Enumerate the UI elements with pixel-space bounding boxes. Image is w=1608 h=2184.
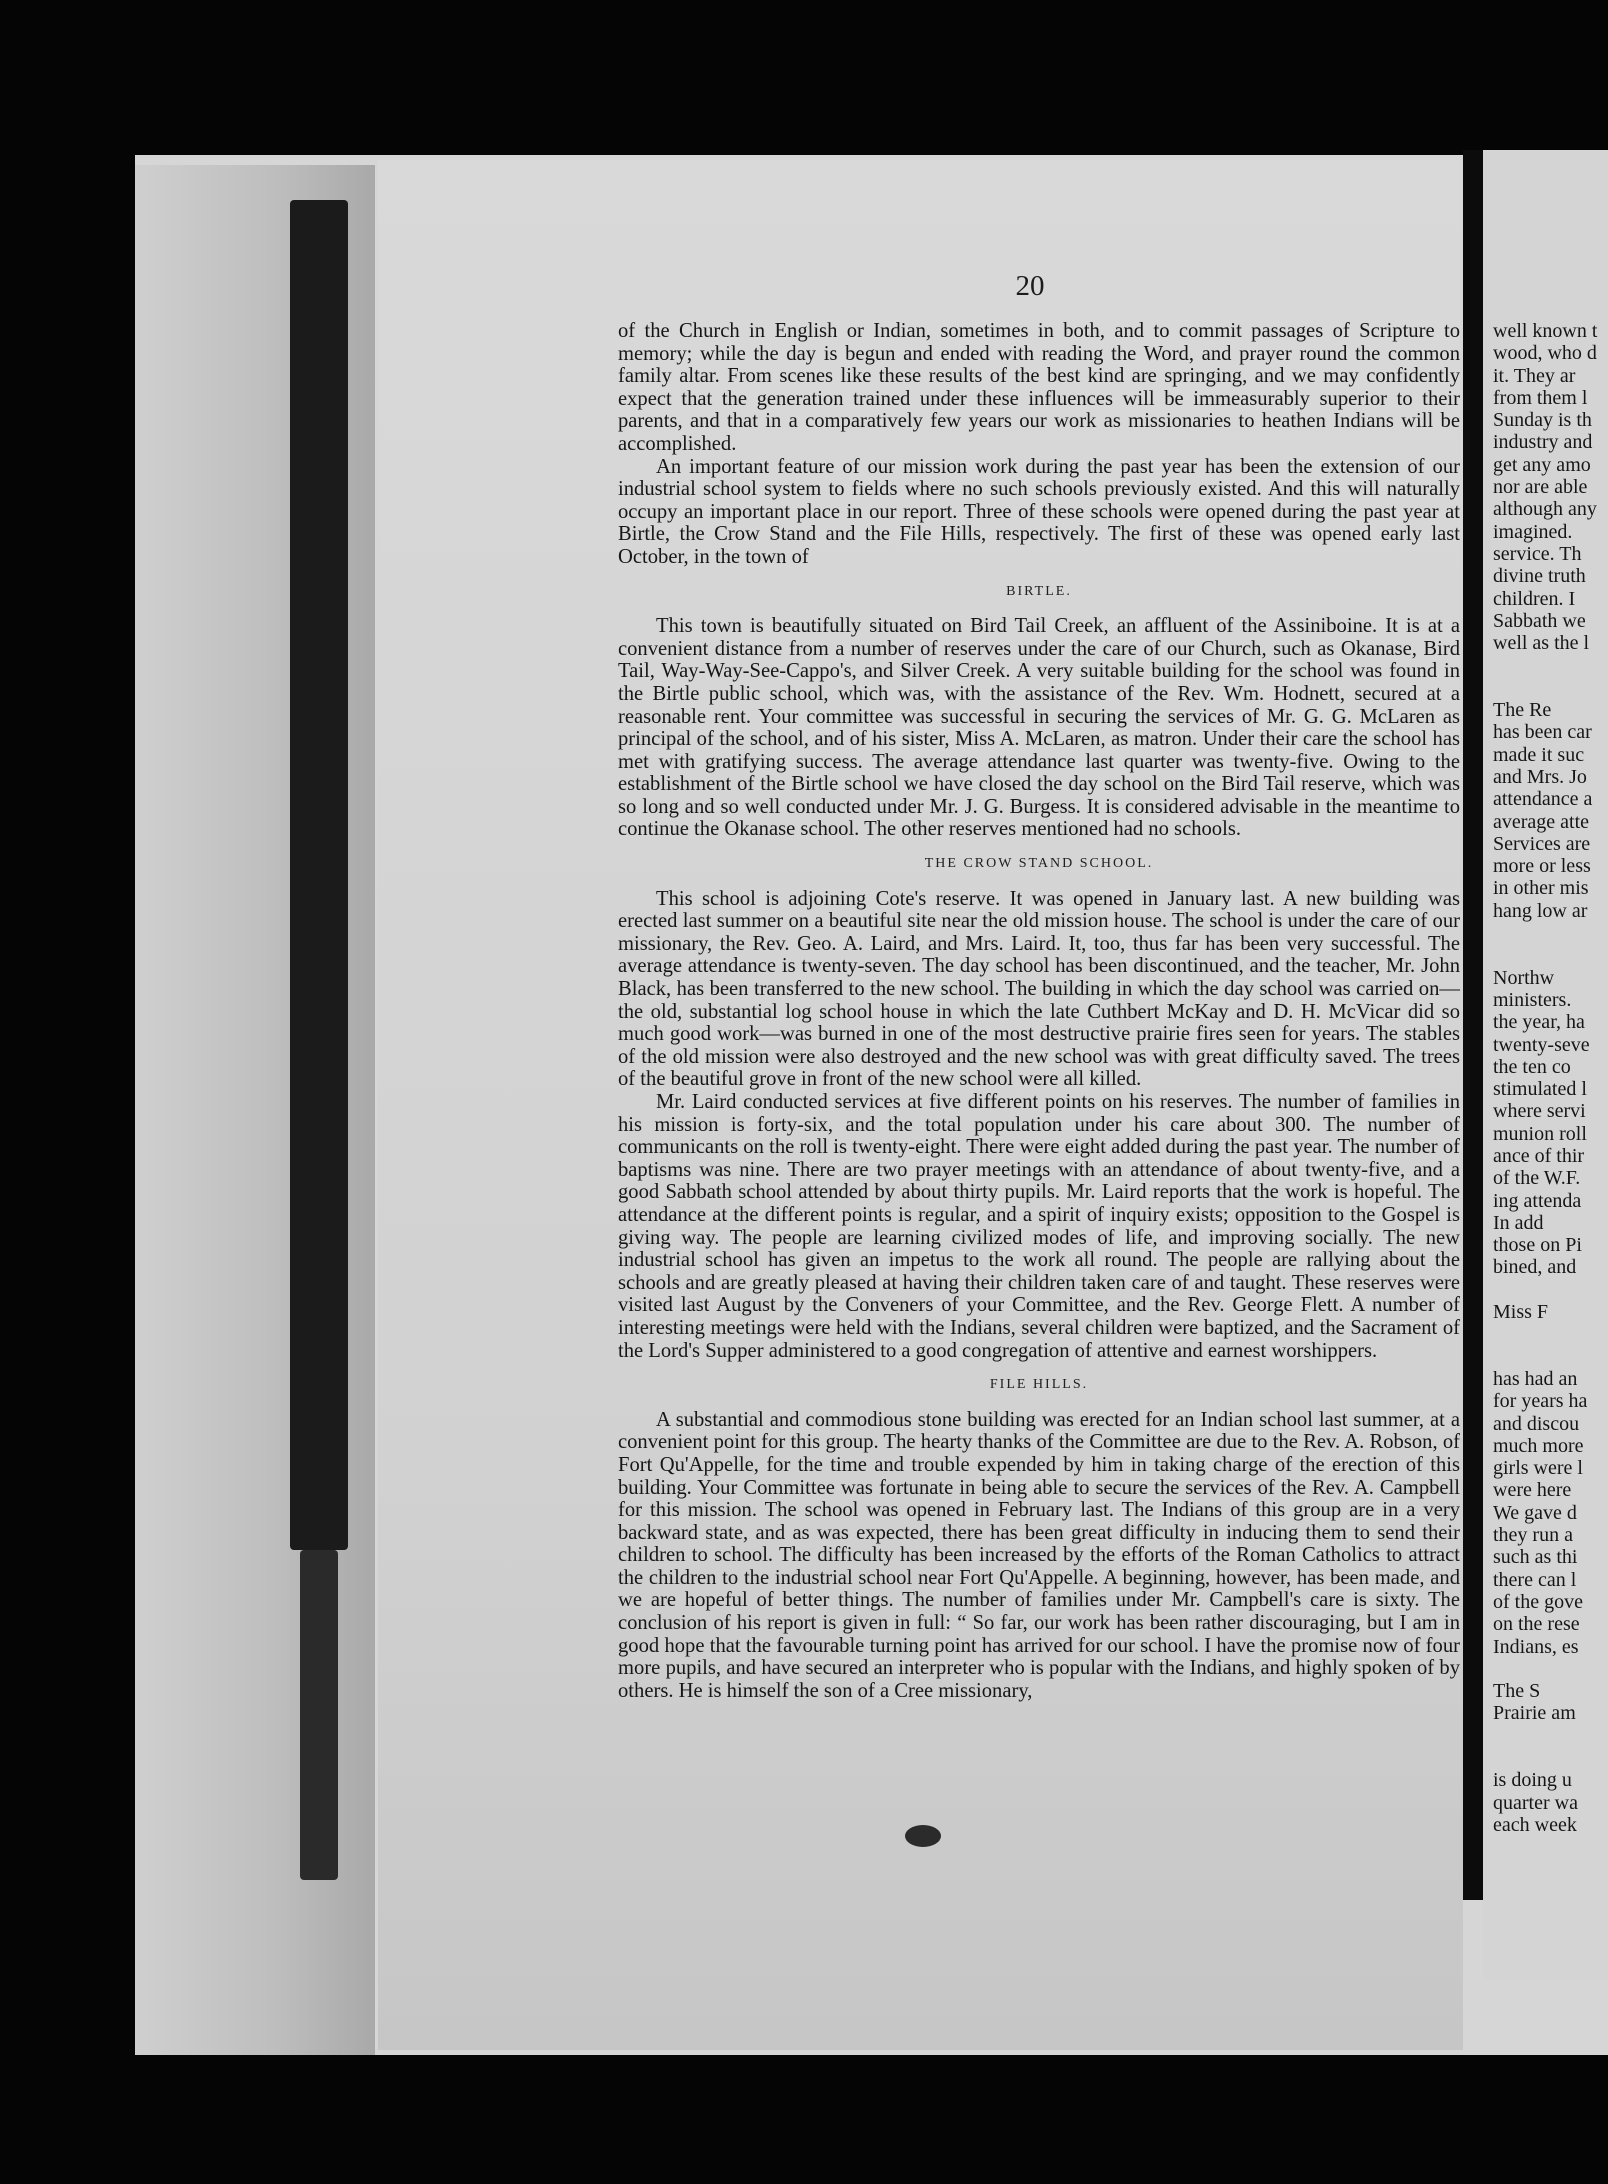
right-fragment-line: Indians, es: [1493, 1635, 1579, 1658]
right-fragment-line: has had an: [1493, 1367, 1578, 1390]
right-fragment-line: wood, who d: [1493, 342, 1597, 365]
right-fragment-line: stimulated l: [1493, 1078, 1587, 1101]
right-fragment-line: much more: [1493, 1434, 1584, 1457]
right-fragment-line: there can l: [1493, 1568, 1577, 1591]
right-fragment-line: on the rese: [1493, 1613, 1580, 1636]
right-fragment-line: where servi: [1493, 1100, 1586, 1123]
right-fragment-line: of the W.F.: [1493, 1167, 1581, 1190]
right-fragment-line: average atte: [1493, 810, 1590, 833]
right-fragment-line: Northw: [1493, 966, 1555, 989]
right-fragment-line: get any amo: [1493, 453, 1591, 476]
right-fragment-line: divine truth: [1493, 565, 1586, 588]
heading-crow-stand: THE CROW STAND SCHOOL.: [924, 856, 1154, 872]
right-fragment-line: attendance a: [1493, 788, 1593, 811]
right-fragment-line: imagined.: [1493, 520, 1573, 543]
right-fragment-line: twenty-seve: [1493, 1033, 1590, 1056]
right-fragment-line: is doing u: [1493, 1769, 1572, 1792]
right-fragment-line: those on Pi: [1493, 1234, 1582, 1257]
right-fragment-line: were here: [1493, 1479, 1572, 1502]
right-fragment-line: the ten co: [1493, 1055, 1571, 1078]
right-fragment-line: it. They ar: [1493, 364, 1576, 387]
right-fragment-line: munion roll: [1493, 1122, 1587, 1145]
right-fragment-line: children. I: [1493, 587, 1576, 610]
right-fragment-line: [1493, 1279, 1608, 1301]
right-fragment-line: [1493, 1323, 1608, 1345]
right-fragment-line: the year, ha: [1493, 1011, 1585, 1034]
right-fragment-line: bined, and: [1493, 1256, 1577, 1279]
right-fragment-line: Miss F: [1493, 1301, 1549, 1324]
right-fragment-line: Prairie am: [1493, 1702, 1576, 1725]
right-fragment-line: [1493, 922, 1608, 944]
right-fragment-line: such as thi: [1493, 1546, 1578, 1569]
right-fragment-line: hang low ar: [1493, 899, 1588, 922]
right-fragment-line: [1493, 1725, 1608, 1747]
binding-shadow-lower: [300, 1550, 338, 1880]
page-number: 20: [1015, 270, 1045, 302]
paragraph-industrial-schools: An important feature of our mission work during the past year has been the extension of our industrial school system to fields where no such schools previously existed. And this will naturally occupy an important place in our report. Three of these schools were opened during the past year at Birtle, the Crow Stand and the File Hills, respectively. The first of these was opened early last October, in the town of: [618, 455, 1460, 568]
right-fragment-line: made it suc: [1493, 743, 1585, 766]
right-page-fragment: [1483, 150, 1608, 1980]
paragraph-birtle: This town is beautifully situated on Bird Tail Creek, an affluent of the Assiniboine. It is at a convenient distance from a number of reserves under the care of our Church, such as Okanase, Bird Tail, Way-Way-See-Cappo's, and Silver Creek. A very suitable building for the school was found in the Birtle public school, which was, with the assistance of the Rev. Wm. Hodnett, secured at a reasonable rent. Your committee was successful in securing the services of Mr. G. G. McLaren as principal of the school, and of his sister, Miss A. McLaren, as matron. Under their care the school has met with gratifying success. The average attendance last quarter was twenty-five. Owing to the establishment of the Birtle school we have closed the day school on the Bird Tail reserve, which was so long and so well conducted under Mr. J. G. Burgess. It is considered advisable in the meantime to continue the Okanase school. The other reserves mentioned had no schools.: [618, 615, 1460, 841]
right-fragment-line: industry and: [1493, 431, 1593, 454]
paragraph-church-memory: of the Church in English or Indian, sometimes in both, and to commit passages of Scripture to memory; while the day is begun and ended with reading the Word, and prayer round the common family altar. From scenes like these results of the best kind are springing, and we may confidently expect that the generation trained under these influences will be immeasurably superior to their parents, and that in a comparatively few years our work as missionaries to heathen Indians will be accomplished.: [618, 320, 1460, 455]
binding-shadow: [290, 200, 348, 1550]
main-text-column: [618, 320, 1460, 1702]
right-fragment-line: Sunday is th: [1493, 409, 1592, 432]
right-fragment-line: [1493, 654, 1608, 676]
right-fragment-line: nor are able: [1493, 476, 1588, 499]
right-fragment-line: girls were l: [1493, 1457, 1583, 1480]
paragraph-mr-laird: Mr. Laird conducted services at five different points on his reserves. The number of families in his mission is forty-six, and the total population under his care about 300. The number of communicants on the roll is twenty-eight. There were eight added during the past year. The number of baptisms was nine. There are two prayer meetings with an attendance of about twenty-five, and a good Sabbath school attended by about thirty pupils. Mr. Laird reports that the work is hopeful. The attendance at the different points is regular, and a spirit of inquiry exists; opposition to the Gospel is giving way. The people are learning civilized modes of life, and improving socially. The new industrial school has given an impetus to the work all round. The people are rallying about the schools and are greatly pleased at having their children taken care of and taught. These reserves were visited last August by the Conveners of your Committee, and the Rev. George Flett. A number of interesting meetings were held with the Indians, several children were baptized, and the Sacrament of the Lord's Supper administered to a good congregation of attentive and earnest worshippers.: [618, 1091, 1460, 1362]
right-fragment-line: they run a: [1493, 1524, 1573, 1547]
right-fragment-line: and discou: [1493, 1412, 1580, 1435]
right-fragment-line: service. Th: [1493, 542, 1582, 565]
paragraph-file-hills: A substantial and commodious stone building was erected for an Indian school last summer, at a convenient point for this group. The hearty thanks of the Committee are due to the Rev. A. Robson, of Fort Qu'Appelle, for the time and trouble expended by him in taking charge of the erection of this building. Your Committee was fortunate in being able to secure the services of the Rev. A. Campbell for this mission. The school was opened in February last. The Indians of this group are in a very backward state, and as was expected, there has been great difficulty in inducing them to send their children to school. The difficulty has been increased by the efforts of the Roman Catholics to attract the children to the industrial school near Fort Qu'Appelle. A beginning, however, has been made, and we are hopeful of better things. The number of families under Mr. Campbell's care is sixty. The conclusion of his report is given in full: “ So far, our work has been rather discouraging, but I am in good hope that the favourable turning point has arrived for our school. I have the promise now of four more pupils, and have secured an interpreter who is popular with the Indians, and highly spoken of by others. He is himself the son of a Cree missionary,: [618, 1408, 1460, 1702]
right-fragment-line: In add: [1493, 1211, 1544, 1234]
heading-birtle: BIRTLE.: [1006, 583, 1072, 599]
right-fragment-line: [1493, 944, 1608, 966]
ink-smudge: [905, 1825, 941, 1847]
right-fragment-line: quarter wa: [1493, 1791, 1578, 1814]
right-fragment-line: each week: [1493, 1813, 1577, 1836]
right-fragment-line: Sabbath we: [1493, 609, 1586, 632]
right-fragment-line: ance of thir: [1493, 1144, 1585, 1167]
page-gutter: [1463, 150, 1483, 1900]
right-fragment-line: of the gove: [1493, 1590, 1583, 1613]
right-fragment-line: Services are: [1493, 832, 1591, 855]
right-fragment-line: The Re: [1493, 699, 1552, 722]
right-fragment-line: The S: [1493, 1680, 1541, 1703]
right-fragment-line: from them l: [1493, 386, 1588, 409]
right-fragment-line: for years ha: [1493, 1390, 1588, 1413]
right-fragment-line: has been car: [1493, 721, 1592, 744]
right-fragment-line: in other mis: [1493, 877, 1589, 900]
heading-file-hills: FILE HILLS.: [989, 1377, 1089, 1393]
right-fragment-line: We gave d: [1493, 1501, 1577, 1524]
right-fragment-line: [1493, 1747, 1608, 1769]
right-fragment-line: more or less: [1493, 855, 1591, 878]
right-page-text: [1493, 320, 1608, 1836]
right-fragment-line: well as the l: [1493, 632, 1590, 655]
right-fragment-line: although any: [1493, 498, 1597, 521]
right-fragment-line: well known t: [1493, 320, 1598, 342]
paragraph-crow-stand: This school is adjoining Cote's reserve. It was opened in January last. A new building was erected last summer on a beautiful site near the old mission house. The school is under the care of our missionary, the Rev. Geo. A. Laird, and Mrs. Laird. It, too, thus far has been very successful. The average attendance is twenty-seven. The day school has been discontinued, and the teacher, Mr. John Black, has been transferred to the new school. The building in which the day school was carried on—the old, substantial log school house in which the late Cuthbert McKay and D. H. McVicar did so much good work—was burned in one of the most destructive prairie fires seen for years. The stables of the old mission were also destroyed and the new school was with great difficulty saved. The trees of the beautiful grove in front of the new school were all killed.: [618, 887, 1460, 1091]
right-fragment-line: ing attenda: [1493, 1189, 1582, 1212]
right-fragment-line: [1493, 1658, 1608, 1680]
right-fragment-line: and Mrs. Jo: [1493, 765, 1587, 788]
right-fragment-line: [1493, 1346, 1608, 1368]
right-fragment-line: ministers.: [1493, 988, 1572, 1011]
right-fragment-line: [1493, 677, 1608, 699]
